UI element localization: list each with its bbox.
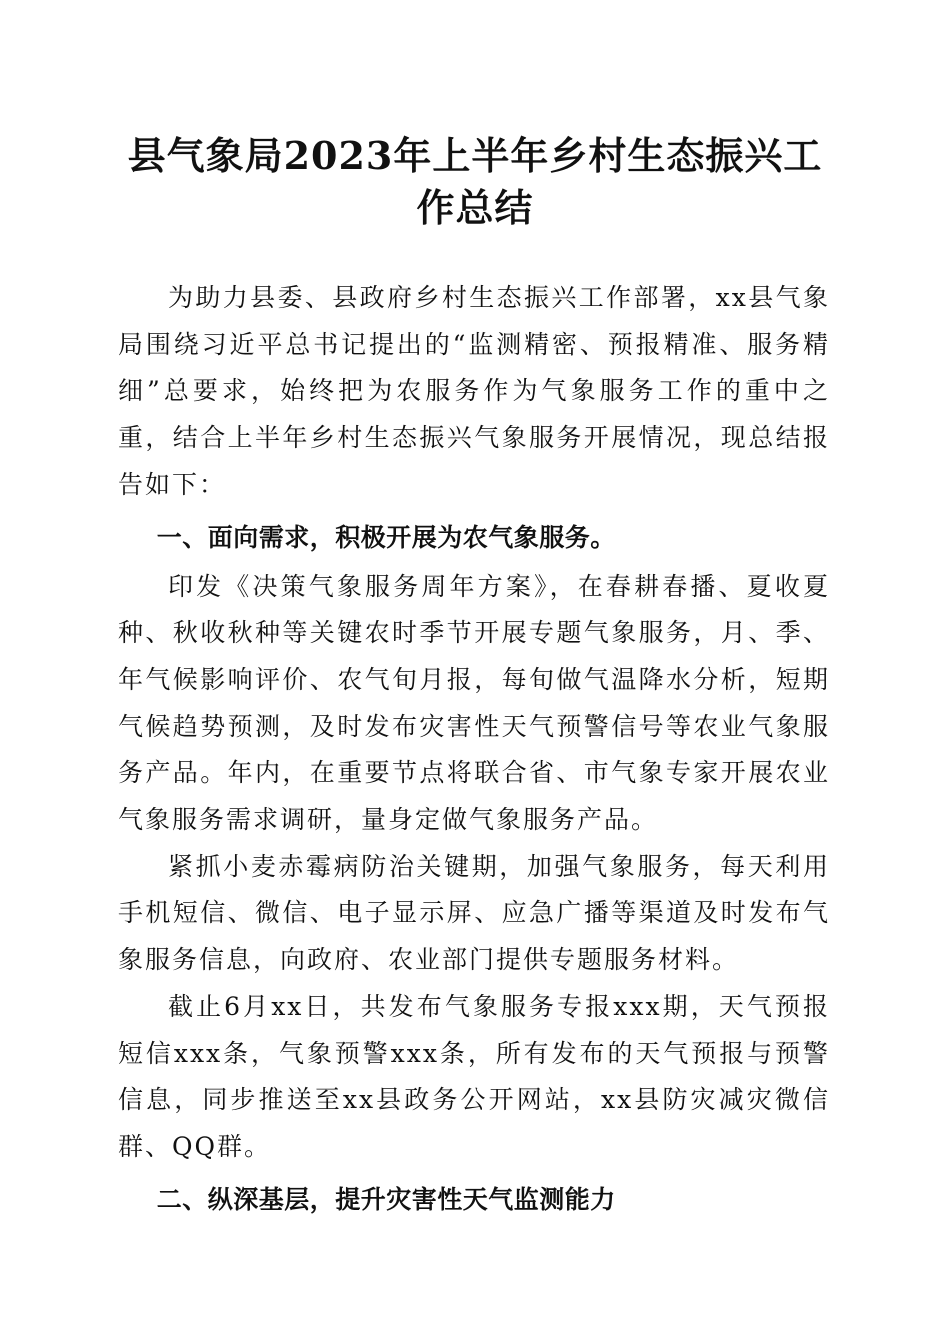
section-heading-2: 二、纵深基层，提升灾害性天气监测能力 bbox=[156, 1184, 616, 1214]
intro-paragraph: 为助力县委、县政府乡村生态振兴工作部署，xx县气象局围绕习近平总书记提出的“监测精密、预报精准、服务精细”总要求，始终把为农服务作为气象服务工作的重中之重，结合上半年乡村生态振兴气象服务开展情况，现总结报告如下： bbox=[118, 283, 830, 499]
body-paragraph-2: 紧抓小麦赤霉病防治关键期，加强气象服务，每天利用手机短信、微信、电子显示屏、应急广播等渠道及时发布气象服务信息，向政府、农业部门提供专题服务材料。 bbox=[118, 851, 830, 975]
section-heading-1: 一、面向需求，积极开展为农气象服务。 bbox=[156, 522, 616, 552]
body-paragraph-1: 印发《决策气象服务周年方案》，在春耕春播、夏收夏种、秋收秋种等关键农时季节开展专题气象服务，月、季、年气候影响评价、农气旬月报，每旬做气温降水分析，短期气候趋势预测，及时发布灾害性天气预警信号等农业气象服务产品。年内，在重要节点将联合省、市气象专家开展农业气象服务需求调研，量身定做气象服务产品。 bbox=[118, 571, 830, 835]
document-body bbox=[118, 275, 830, 1229]
body-paragraph-3: 截止6月xx日，共发布气象服务专报xxx期，天气预报短信xxx条，气象预警xxx条，所有发布的天气预报与预警信息，同步推送至xx县政务公开网站，xx县防灾减灾微信群、QQ群。 bbox=[118, 991, 830, 1161]
document-title: 县气象局2023年上半年乡村生态振兴工作总结 bbox=[127, 133, 823, 230]
